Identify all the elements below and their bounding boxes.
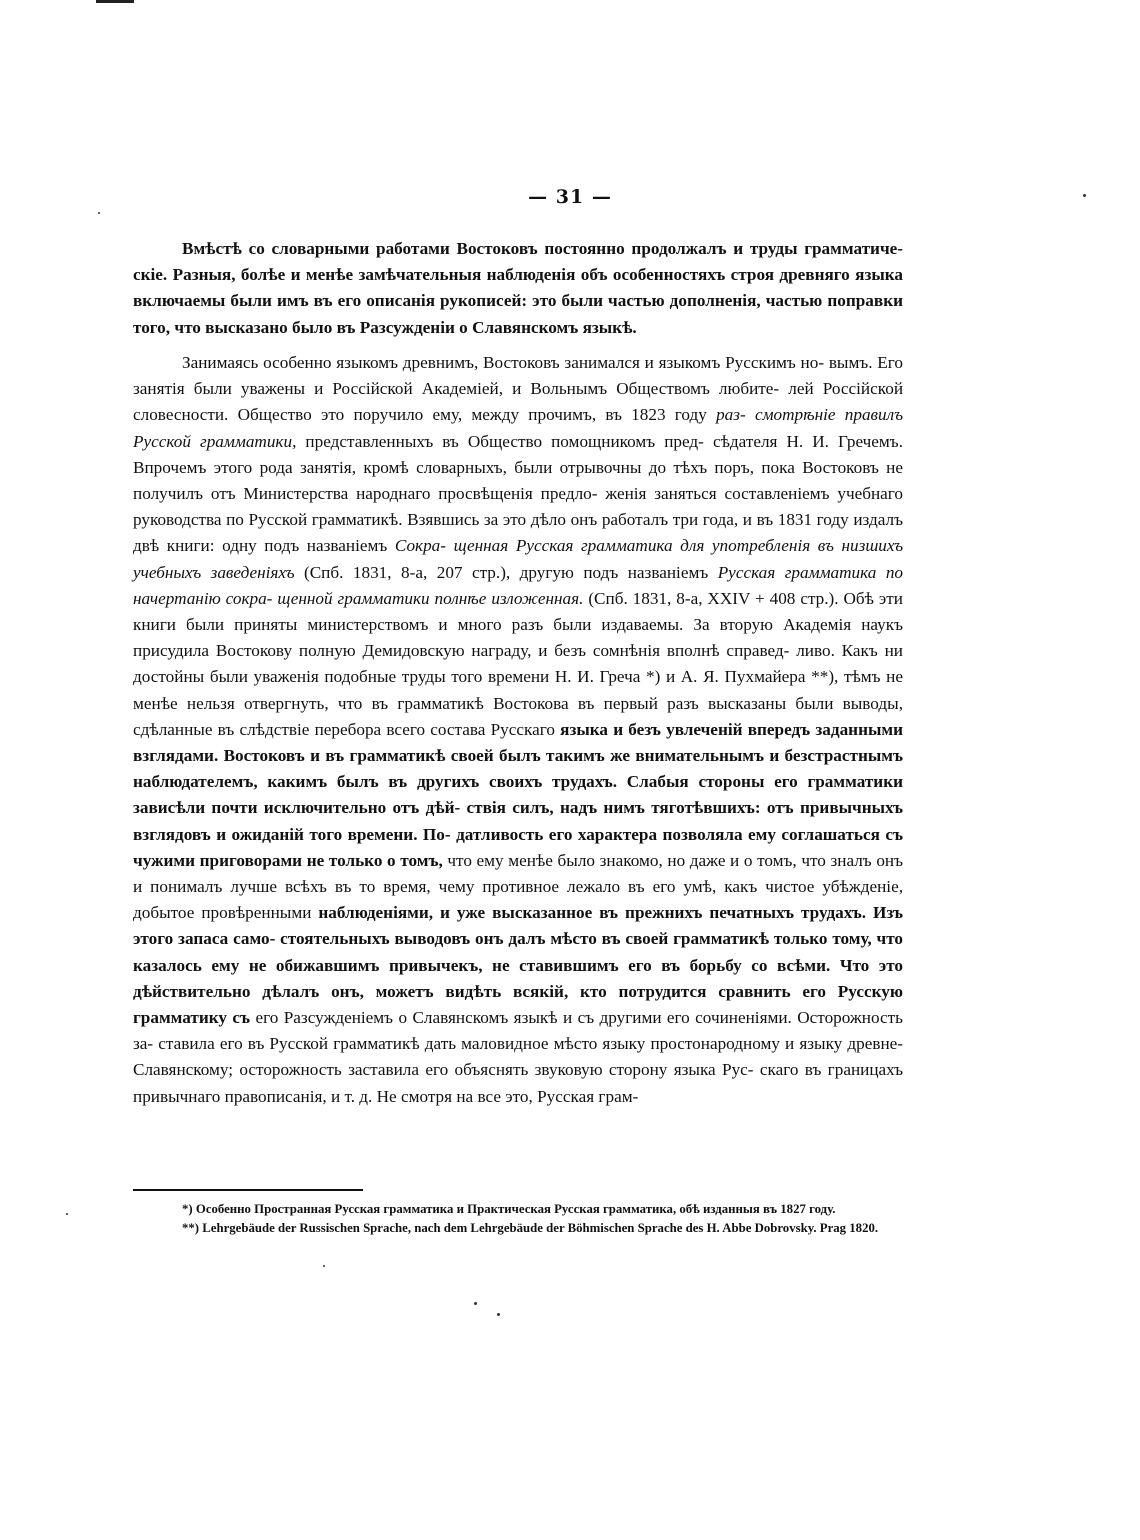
p2-seg: Пухмайера **), тѣмъ не менѣе нельзя отвергнуть, что въ грамматикѣ Востокова въ первый xyxy=(133,667,904,713)
p2-italic-seg: щенной грамматики полнѣе изложенная. xyxy=(277,588,584,608)
p2-italic-seg: смотрѣніе правилъ Русской грамматики xyxy=(133,405,904,451)
p2-seg: ливо. Какъ ни достойны были уваженія подобные труды того времени Н. И. Греча *) и А. Я. xyxy=(133,641,903,687)
scan-speck xyxy=(1083,194,1086,197)
scan-speck xyxy=(98,212,100,214)
footnote-2: **) Lehrgebäude der Russischen Sprache, nach dem Lehrgebäude der Böhmischen Sprache des H. Abbe Dobrovsky. Prag 1820. xyxy=(182,1220,879,1235)
p1-line-4: частью поправки того, что высказано было въ Разсужденіи о Славянскомъ языкѣ. xyxy=(133,291,903,337)
p2-seg: ствія силъ, надъ нимъ тяготѣвшихъ: отъ привычныхъ взглядовъ и ожиданій того времени. По- xyxy=(133,798,903,844)
p2-seg: своихъ трудахъ. Слабыя стороны его грамматики зависѣли почти исключительно отъ дѣй- xyxy=(133,772,903,818)
p2-seg: Занимаясь особенно языкомъ древнимъ, Востоковъ занимался и языкомъ Русскимъ но- xyxy=(182,353,825,372)
p2-seg: былъ такимъ же внимательнымъ и безстрастнымъ наблюдателемъ, какимъ былъ въ другихъ xyxy=(133,746,903,792)
p2-seg: сѣдателя Н. И. Гречемъ. Впрочемъ этого рода занятія, кромѣ словарныхъ, были отрывочны xyxy=(133,431,903,477)
p1-line-2: скіе. Разныя, болѣе и менѣе замѣчательныя наблюденія объ особенностяхъ строя древняго xyxy=(133,265,850,285)
paragraph-1 xyxy=(133,236,903,341)
footnotes xyxy=(133,1200,903,1237)
p2-seg: языка и безъ увлеченій впередъ заданными взглядами. Востоковъ и въ грамматикѣ своей xyxy=(133,719,904,766)
paragraph-2 xyxy=(133,350,903,1110)
p2-seg: то время, чему противное лежало въ его умѣ, какъ чистое убѣжденіе, добытое провѣренными xyxy=(133,877,904,923)
p2-italic-seg: раз- xyxy=(716,405,746,425)
page-number: — 31 — xyxy=(528,186,612,208)
p2-italic-seg: щенная Русская грамматика для употребленія въ низшихъ учебныхъ заведеніяхъ xyxy=(133,536,904,582)
p2-italic-seg: Сокра- xyxy=(394,536,447,556)
p2-seg: ставила его въ Русской грамматикѣ дать маловидное мѣсто языку простонародному и языку xyxy=(158,1034,843,1054)
p2-seg: дѣлалъ онъ, можетъ видѣть всякій, кто потрудится сравнить его Русскую грамматику съ xyxy=(133,981,903,1028)
p2-seg: дѣло онъ работалъ три года, и въ 1831 году издалъ двѣ книги: одну подъ названіемъ xyxy=(133,510,903,556)
p2-seg: (Спб. xyxy=(294,562,344,582)
p2-seg: разъ высказаны были выводы, сдѣланные въ слѣдствіе перебора всего состава Русскаго xyxy=(133,693,903,739)
p2-seg: что ему менѣе было знакомо, но даже и о томъ, что зналъ онъ и понималъ лучше всѣхъ въ xyxy=(133,850,903,897)
p2-seg: , представленныхъ въ Общество помощникомъ пред- xyxy=(292,431,704,451)
p2-seg: вымъ. Его занятія были уважены и Россійской Академіей, и Вольнымъ Обществомъ любите- xyxy=(133,353,903,399)
footnote-1: *) Особенно Пространная Русская грамматика и Практическая Русская грамматика, обѣ изданныя въ 1827 году. xyxy=(182,1202,836,1216)
p2-seg: древне-Славянскому; осторожность заставила его объяснять звуковую сторону языка Рус- xyxy=(133,1034,904,1080)
p2-italic-seg: Русская грамматика по начертанію сокра- xyxy=(133,562,904,608)
p1-line-1: Вмѣстѣ со словарными работами Востоковъ постоянно продолжалъ и труды грамматиче- xyxy=(182,239,903,258)
footnote-divider xyxy=(133,1189,363,1191)
p2-seg: до тѣхъ поръ, пока Востоковъ не получилъ отъ Министерства народнаго просвѣщенія предло- xyxy=(133,457,903,504)
scan-speck xyxy=(497,1313,500,1316)
p2-seg: 1831, 8-а, 207 стр.), другую подъ названіемъ xyxy=(352,562,718,582)
scan-speck xyxy=(323,1265,325,1267)
p1-line-3: языка включаемы были имъ въ его описанія рукописей: это были частью дополненія, xyxy=(133,265,904,311)
p2-seg: наукъ присудила Востокову полную Демидовскую награду, и безъ сомнѣнія вполнѣ справед- xyxy=(133,615,903,661)
p2-seg: скаго въ границахъ привычнаго правописанія, и т. д. Не смотря на все это, Русская грам- xyxy=(133,1060,904,1106)
scan-speck xyxy=(66,1213,68,1215)
p2-seg: датливость его характера позволяла ему соглашаться съ чужими приговорами не только о томъ, xyxy=(133,824,903,870)
p2-seg: стоятельныхъ выводовъ онъ далъ мѣсто въ своей грамматикѣ только тому, что казалось ему xyxy=(133,929,904,975)
p2-seg: лей Россійской словесности. Общество это поручило ему, между прочимъ, въ 1823 году xyxy=(133,379,904,425)
scan-edge-mark xyxy=(96,0,134,3)
p2-seg: книги были приняты министерствомъ и много разъ были издаваемы. За вторую Академія xyxy=(133,615,852,635)
p2-seg: его Разсужденіемъ о Славянскомъ языкѣ и съ другими его сочиненіями. Осторожность за- xyxy=(133,1008,904,1054)
p2-seg: женія заняться составленіемъ учебнаго руководства по Русской грамматикѣ. Взявшись за это xyxy=(133,484,904,530)
p2-seg: не обижавшимъ привычекъ, не ставившимъ его въ борьбу со всѣми. Что это дѣйствительно xyxy=(133,955,904,1001)
p2-seg: (Спб. 1831, 8-а, XXIV + 408 стр.). Обѣ эти xyxy=(583,588,903,608)
p2-seg: наблюденіями, и уже высказанное въ прежнихъ печатныхъ трудахъ. Изъ этого запаса само- xyxy=(133,903,904,949)
scan-speck xyxy=(474,1302,477,1305)
paragraph-2-text xyxy=(133,350,903,1110)
paragraph-1-text xyxy=(133,236,903,341)
